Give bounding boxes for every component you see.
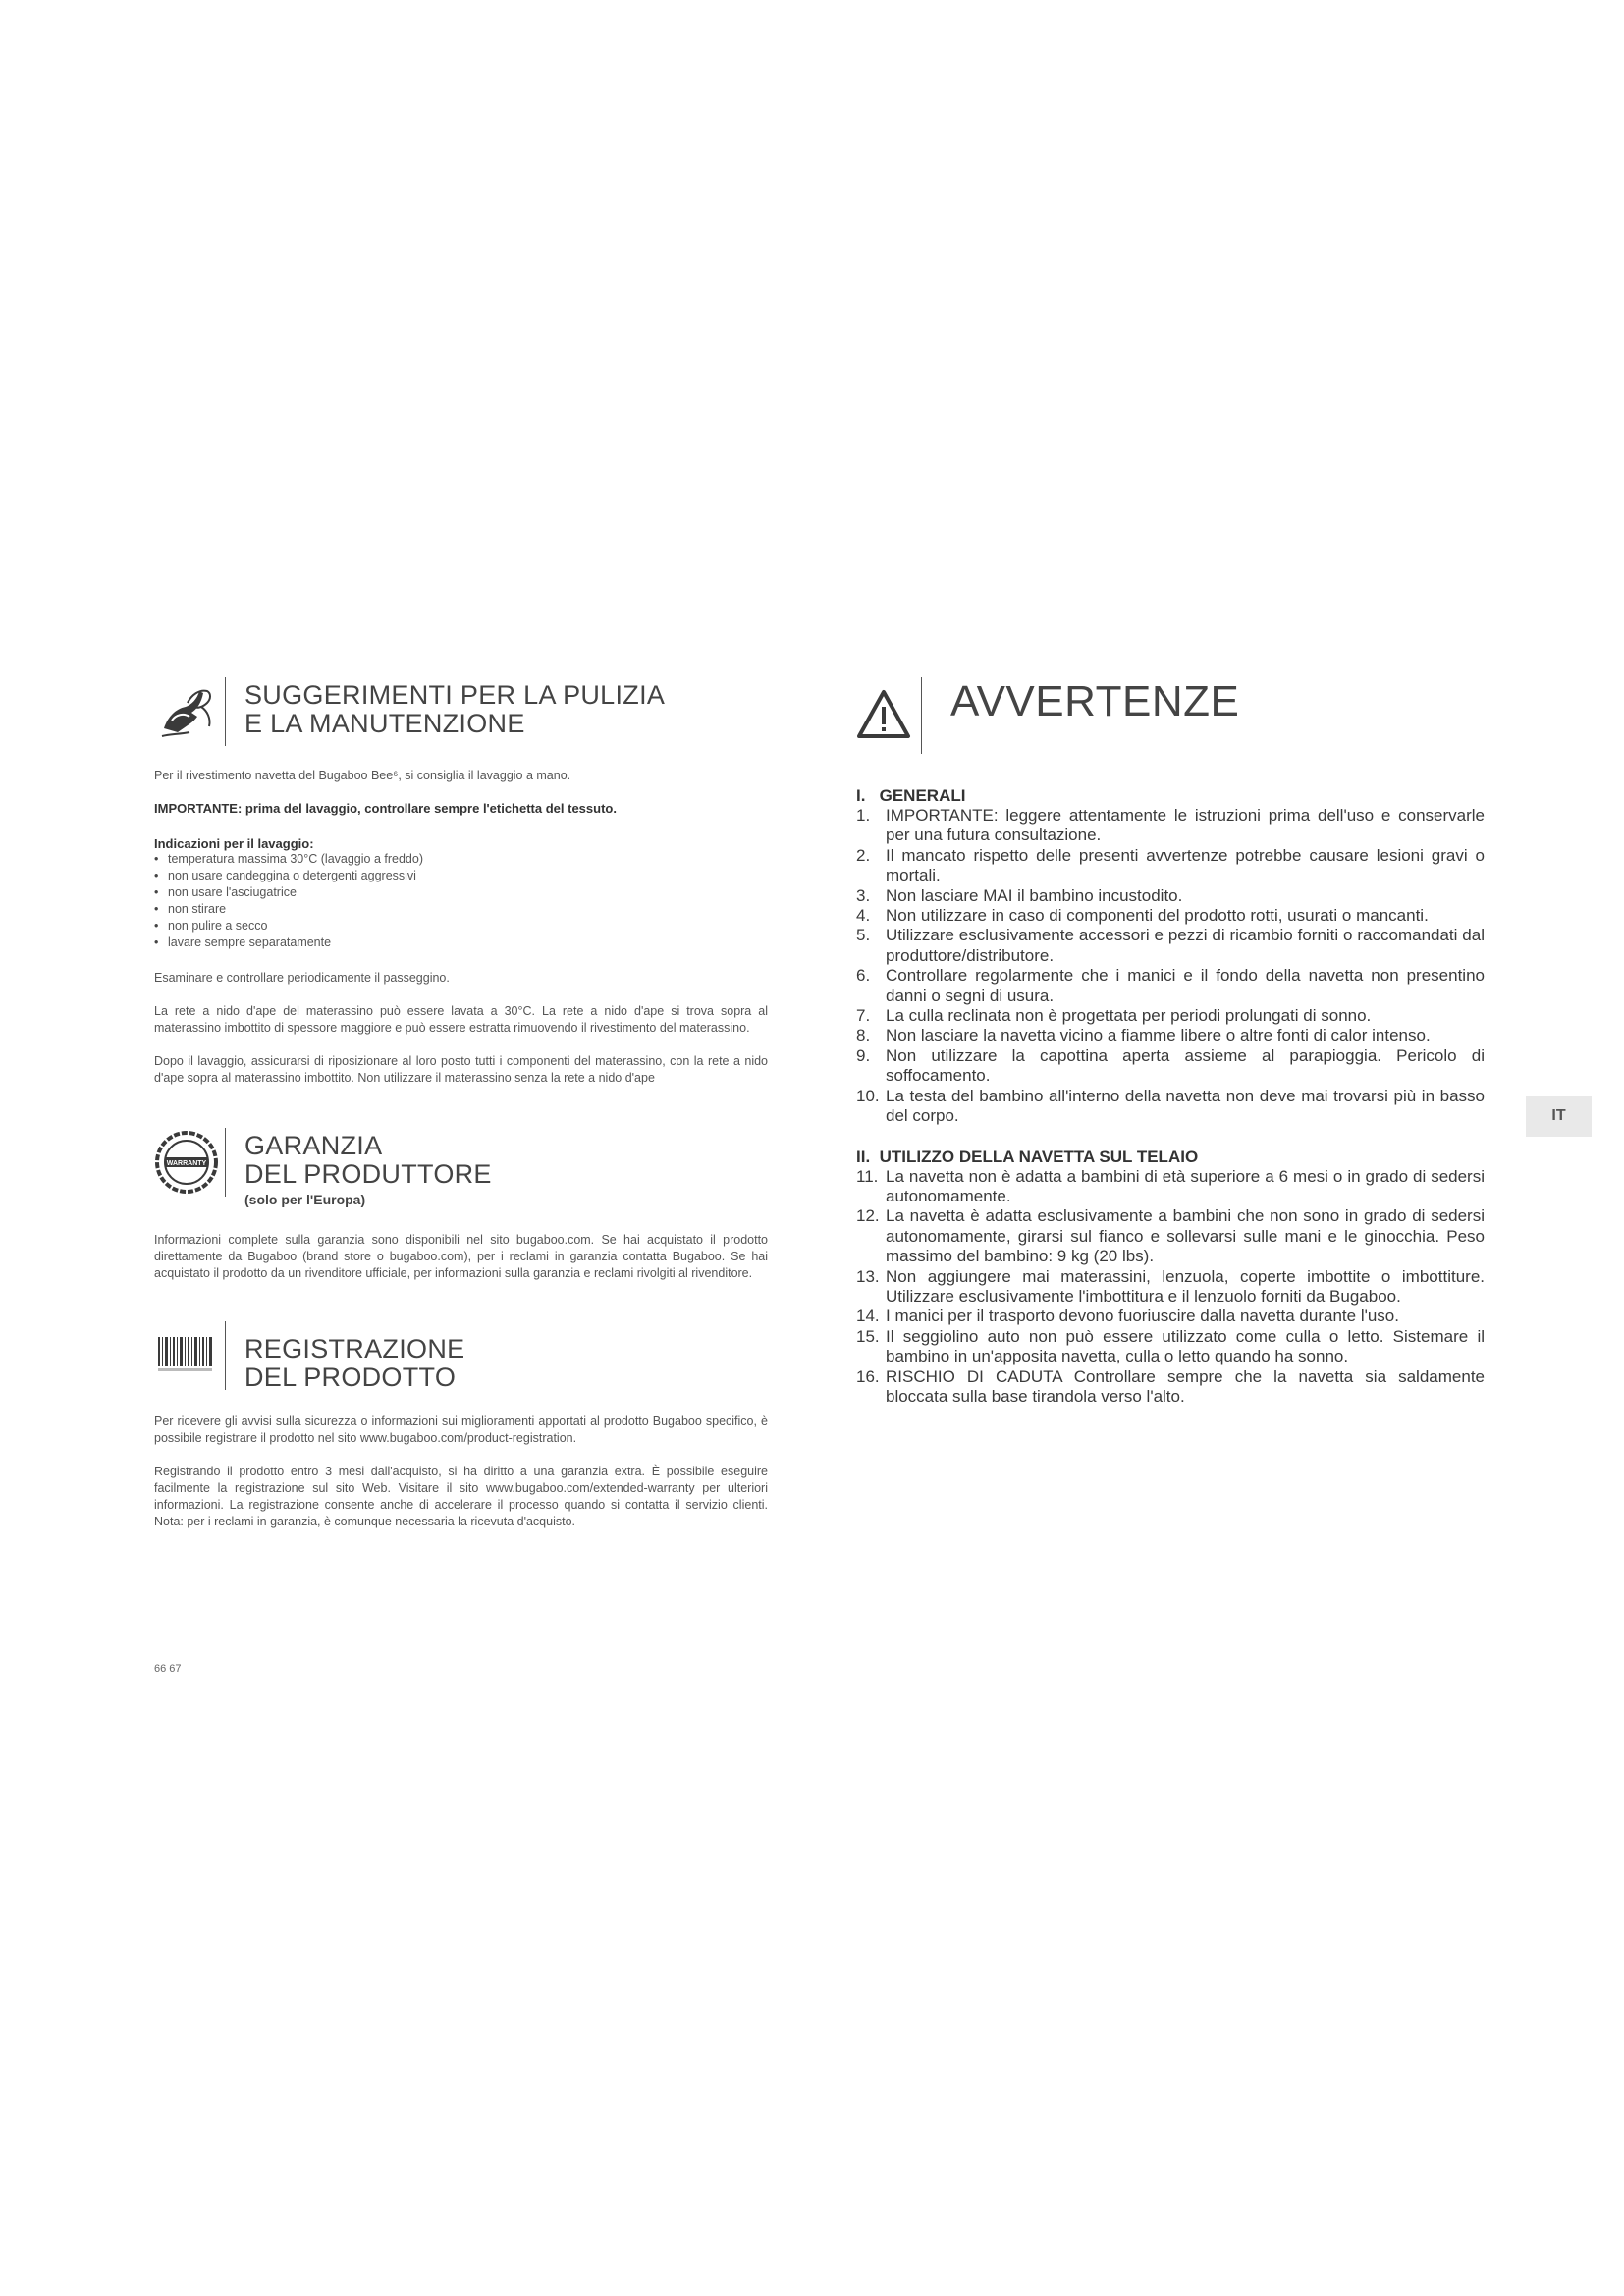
wash-title: Indicazioni per il lavaggio:	[154, 836, 314, 851]
warning-item-number: 7.	[856, 1006, 871, 1026]
header-divider	[225, 677, 226, 746]
right-column	[856, 677, 1485, 1426]
warning-item-text: Non lasciare MAI il bambino incustodito.	[886, 885, 1183, 905]
warning-item	[856, 1167, 1485, 1207]
warranty-badge-text: WARRANTY	[166, 1160, 207, 1167]
warning-triangle-icon	[856, 689, 911, 740]
wash-item: • temperatura massima 30°C (lavaggio a freddo)	[154, 851, 768, 868]
warning-item-number: 9.	[856, 1045, 871, 1065]
warning-item	[856, 1327, 1485, 1367]
wash-item: • non usare candeggina o detergenti aggressivi	[154, 868, 768, 884]
warning-item	[856, 926, 1485, 966]
warning-item-number: 1.	[856, 806, 871, 825]
cleaning-title-line1: SUGGERIMENTI PER LA PULIZIA	[244, 680, 666, 710]
warning-item-number: 8.	[856, 1026, 871, 1045]
warning-item	[856, 966, 1485, 1006]
registration-header	[154, 1321, 768, 1414]
left-column	[154, 677, 768, 1547]
cleaning-paragraph: La rete a nido d'ape del materassino può essere lavata a 30°C. La rete a nido d'ape si trova sopra al materassino imbottito di spessore maggiore e può essere estratta rimuovendo il rivestimento del materassino.	[154, 1004, 768, 1035]
cleaning-important: IMPORTANTE: prima del lavaggio, controllare sempre l'etichetta del tessuto.	[154, 801, 617, 816]
warning-item-text: Non aggiungere mai materassini, lenzuola, coperte imbottite o imbottiture. Utilizzare esclusivamente l'imbottitura e il lenzuolo forniti da Bugaboo.	[886, 1266, 1485, 1306]
warning-item	[856, 1087, 1485, 1127]
warnings-title: AVVERTENZE	[950, 677, 1240, 725]
warranty-header	[154, 1128, 768, 1232]
warnings-list-general	[856, 806, 1485, 1127]
warranty-paragraph: Informazioni complete sulla garanzia sono disponibili nel sito bugaboo.com. Se hai acquistato il prodotto direttamente da Bugaboo (brand store o bugaboo.com), per i reclami in garanzia contatta Bugaboo. Se hai acquistato il prodotto da un rivenditore ufficiale, per informazioni sulla garanzia e reclami rivolgiti al rivenditore.	[154, 1233, 768, 1280]
cleaning-paragraph: Dopo il lavaggio, assicurarsi di riposizionare al loro posto tutti i componenti del materassino, con la rete a nido d'ape sopra al materassino imbottito. Non utilizzare il materassino senza la rete a nido d'ape	[154, 1054, 768, 1085]
cleaning-header	[154, 677, 768, 768]
warning-item	[856, 806, 1485, 846]
warnings-section-title: II. UTILIZZO DELLA NAVETTA SUL TELAIO	[856, 1147, 1199, 1166]
registration-paragraph: Registrando il prodotto entro 3 mesi dall'acquisto, si ha diritto a una garanzia extra. È possibile eseguire facilmente la registrazione sul sito Web. Visitare il sito www.bugaboo.com/extended-warranty per ulteriori informazioni. La registrazione consente anche di accelerare il processo quando si contatta il servizio clienti. Nota: per i reclami in garanzia, è comunque necessaria la ricevuta d'acquisto.	[154, 1465, 768, 1528]
warranty-seal-icon	[154, 1128, 219, 1197]
registration-title-line1: REGISTRAZIONE	[244, 1334, 465, 1363]
header-divider	[225, 1128, 226, 1197]
language-tab-label: IT	[1551, 1107, 1566, 1124]
warranty-title-line1: GARANZIA	[244, 1131, 383, 1160]
warning-item-number: 12.	[856, 1206, 880, 1226]
wash-list	[154, 851, 768, 951]
warning-item-text: La testa del bambino all'interno della navetta non deve mai trovarsi più in basso del corpo.	[886, 1086, 1485, 1126]
warnings-list-chassis	[856, 1167, 1485, 1408]
warning-item-number: 6.	[856, 966, 871, 986]
warning-item-number: 4.	[856, 906, 871, 926]
warning-item-number: 13.	[856, 1266, 880, 1286]
hand-wash-icon	[154, 677, 219, 746]
warning-item	[856, 1026, 1485, 1045]
warnings-section-title: I. GENERALI	[856, 786, 966, 805]
warning-item-text: IMPORTANTE: leggere attentamente le istruzioni prima dell'uso e conservarle per una futura consultazione.	[886, 806, 1485, 845]
warnings-header	[856, 677, 1485, 785]
warning-item	[856, 1267, 1485, 1308]
wash-item: • non pulire a secco	[154, 918, 768, 934]
warning-item	[856, 1006, 1485, 1026]
warning-item-text: Controllare regolarmente che i manici e il fondo della navetta non presentino danni o segni di usura.	[886, 966, 1485, 1005]
cleaning-paragraph: Esaminare e controllare periodicamente il passeggino.	[154, 971, 450, 985]
warning-item	[856, 1307, 1485, 1326]
warning-item-number: 16.	[856, 1366, 880, 1386]
wash-item: • non stirare	[154, 901, 768, 918]
warning-item-text: La culla reclinata non è progettata per periodi prolungati di sonno.	[886, 1006, 1372, 1026]
warning-item-text: Il mancato rispetto delle presenti avvertenze potrebbe causare lesioni gravi o mortali.	[886, 845, 1485, 885]
wash-item: • non usare l'asciugatrice	[154, 884, 768, 901]
warning-item-text: Utilizzare esclusivamente accessori e pezzi di ricambio forniti o raccomandati dal produttore/distributore.	[886, 926, 1485, 965]
registration-title-line2: DEL PRODOTTO	[244, 1362, 457, 1392]
warning-item-text: La navetta non è adatta a bambini di età superiore a 6 mesi o in grado di sedersi autonomamente.	[886, 1166, 1485, 1205]
page-number: 66 67	[154, 1663, 182, 1675]
cleaning-intro: Per il rivestimento navetta del Bugaboo Bee⁶, si consiglia il lavaggio a mano.	[154, 769, 571, 782]
warranty-title-line2: DEL PRODUTTORE	[244, 1159, 492, 1189]
warning-item-number: 2.	[856, 845, 871, 865]
warning-item	[856, 886, 1485, 906]
warning-item	[856, 1367, 1485, 1408]
warning-item	[856, 846, 1485, 886]
warning-item-number: 14.	[856, 1307, 880, 1326]
warning-item-text: La navetta è adatta esclusivamente a bambini che non sono in grado di sedersi autonomamente, girarsi sul fianco e sollevarsi sulle mani e le ginocchia. Peso massimo del bambino: 9 kg (20 lbs).	[886, 1206, 1485, 1266]
warning-item-number: 15.	[856, 1326, 880, 1346]
language-tab[interactable]	[1526, 1096, 1592, 1137]
header-divider	[921, 677, 922, 754]
warning-item-text: Non utilizzare in caso di componenti del prodotto rotti, usurati o mancanti.	[886, 906, 1429, 926]
cleaning-title-line2: E LA MANUTENZIONE	[244, 709, 525, 738]
header-divider	[225, 1321, 226, 1390]
warning-item-number: 11.	[856, 1166, 879, 1186]
warning-item-text: RISCHIO DI CADUTA Controllare sempre che la navetta sia saldamente bloccata sulla base tirandola verso l'alto.	[886, 1366, 1485, 1406]
warning-item	[856, 1206, 1485, 1266]
warning-item-text: Il seggiolino auto non può essere utilizzato come culla o letto. Sistemare il bambino in un'apposita navetta, culla o letto quando ha sonno.	[886, 1326, 1485, 1366]
warranty-subtitle: (solo per l'Europa)	[244, 1192, 366, 1207]
warning-item-text: Non lasciare la navetta vicino a fiamme libere o altre fonti di calor intenso.	[886, 1026, 1431, 1045]
wash-item: • lavare sempre separatamente	[154, 934, 768, 951]
warning-item	[856, 906, 1485, 926]
registration-paragraph: Per ricevere gli avvisi sulla sicurezza o informazioni sui miglioramenti apportati al prodotto Bugaboo specifico, è possibile registrare il prodotto nel sito www.bugaboo.com/product-registration.	[154, 1415, 768, 1445]
warning-item-number: 10.	[856, 1086, 880, 1105]
warning-item	[856, 1046, 1485, 1087]
barcode-icon	[154, 1321, 219, 1390]
warning-item-text: Non utilizzare la capottina aperta assieme al parapioggia. Pericolo di soffocamento.	[886, 1045, 1485, 1086]
warning-item-number: 3.	[856, 885, 871, 905]
warning-item-text: I manici per il trasporto devono fuoriuscire dalla navetta durante l'uso.	[886, 1307, 1399, 1326]
warning-item-number: 5.	[856, 926, 871, 945]
